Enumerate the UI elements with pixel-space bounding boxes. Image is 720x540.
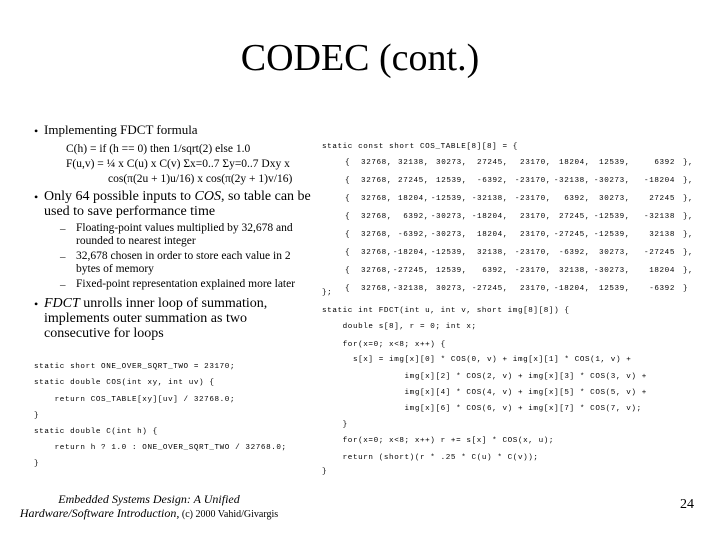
cos-table-cell: -23170, [514, 195, 551, 203]
cos-table-cell: -12539, [593, 213, 630, 221]
bullet-marker: • [34, 297, 39, 311]
sub-bullet-1-line2: rounded to nearest integer [76, 235, 196, 247]
cos-table-row-close: }, [683, 231, 694, 239]
footer-line-1: Embedded Systems Design: A Unified [58, 492, 240, 506]
cos-table-cell: -30273, [593, 267, 630, 275]
cos-table-cell: 32138 [649, 231, 675, 239]
code-line: static double C(int h) { [34, 428, 158, 436]
cos-table-cell: -6392, [477, 177, 508, 185]
cos-table-cell: 12539, [436, 177, 467, 185]
cos-table-cell: 23170, [520, 213, 551, 221]
code-line: } [34, 460, 40, 468]
cos-table-cell: 23170, [520, 159, 551, 167]
cos-table-row-open: { [345, 213, 351, 221]
cos-table-cell: -18204, [553, 285, 590, 293]
cos-table-cell: -12539, [430, 195, 467, 203]
cos-table-cell: -30273, [430, 231, 467, 239]
cos-table-cell: -27245, [471, 285, 508, 293]
slide-title: CODEC (cont.) [240, 37, 480, 79]
cos-table-cell: -23170, [514, 267, 551, 275]
cos-table-cell: 6392, [482, 267, 508, 275]
cos-table-cell: -27245 [644, 249, 675, 257]
bullet-fdct-unroll: FDCT unrolls inner loop of summation, [44, 296, 268, 311]
cos-table-cell: -6392 [649, 285, 675, 293]
code-line: static short ONE_OVER_SQRT_TWO = 23170; [34, 363, 236, 371]
code-line: s[x] = img[x][0] * COS(0, v) + img[x][1] * COS(1, v) + [322, 356, 632, 364]
cos-table-cell: 23170, [520, 285, 551, 293]
cos-table-row-close: }, [683, 195, 694, 203]
footer-copyright: (c) 2000 Vahid/Givargis [179, 509, 279, 520]
cos-table-cell: 32768, [361, 159, 392, 167]
sub-bullet-2: 32,678 chosen in order to store each value in 2 [76, 250, 291, 262]
cos-table-cell: 27245 [649, 195, 675, 203]
cos-table-cell: -32138, [553, 177, 590, 185]
code-line: static int FDCT(int u, int v, short img[8][8]) { [322, 307, 570, 315]
cos-table-cell: 32768, [361, 195, 392, 203]
cos-table-cell: 30273, [599, 195, 630, 203]
cos-table-cell: 6392, [564, 195, 590, 203]
sub-bullet-3: Fixed-point representation explained more later [76, 278, 296, 290]
code-line: for(x=0; x<8; x++) r += s[x] * COS(x, u); [322, 437, 555, 445]
cos-table-cell: 32768, [361, 285, 392, 293]
cos-table-cell: 27245, [477, 159, 508, 167]
cos-table-cell: 32138, [477, 249, 508, 257]
cos-table-cell: 6392, [403, 213, 429, 221]
cos-table-cell: 18204, [559, 159, 590, 167]
cos-table-cell: 12539, [599, 159, 630, 167]
cos-table-cell: -23170, [514, 249, 551, 257]
code-line: return (short)(r * .25 * C(u) * C(v)); [322, 454, 539, 462]
cos-table-cell: 30273, [436, 285, 467, 293]
cos-table-cell: -6392, [398, 231, 429, 239]
code-line: img[x][4] * COS(4, v) + img[x][5] * COS(5, v) + [322, 389, 647, 397]
cos-table-row-close: }, [683, 177, 694, 185]
cos-table-cell: -27245, [392, 267, 429, 275]
code-line: return h ? 1.0 : ONE_OVER_SQRT_TWO / 32768.0; [34, 444, 287, 452]
cos-table-cell: 18204, [398, 195, 429, 203]
cos-table-cell: -18204 [644, 177, 675, 185]
formula-line-2: F(u,v) = ¼ x C(u) x C(v) Σx=0..7 Σy=0..7 Dxy x [66, 158, 290, 170]
cos-table-header: static const short COS_TABLE[8][8] = { [322, 143, 518, 151]
dash-marker: – [60, 251, 66, 263]
bullet-cos-table-line2: used to save performance time [44, 204, 216, 219]
cos-table-row-open: { [345, 249, 351, 257]
cos-table-cell: -18204, [471, 213, 508, 221]
cos-table-cell: 32768, [361, 177, 392, 185]
cos-table-cell: 12539, [436, 267, 467, 275]
code-line: img[x][2] * COS(2, v) + img[x][3] * COS(3, v) + [322, 373, 647, 381]
cos-table-cell: -23170, [514, 177, 551, 185]
cos-table-cell: 30273, [599, 249, 630, 257]
bullet-fdct: Implementing FDCT formula [44, 122, 198, 137]
cos-table-cell: 32138, [398, 159, 429, 167]
cos-table-row-open: { [345, 177, 351, 185]
cos-table-cell: -27245, [553, 231, 590, 239]
cos-table-row-close: }, [683, 267, 694, 275]
cos-table-cell: -12539, [430, 249, 467, 257]
formula-line-1: C(h) = if (h == 0) then 1/sqrt(2) else 1.0 [66, 143, 251, 155]
bullet-fdct-unroll-line3: consecutive for loops [44, 326, 164, 341]
cos-table-cell: 30273, [436, 159, 467, 167]
cos-table-cell: -32138 [644, 213, 675, 221]
cos-table-cell: 23170, [520, 231, 551, 239]
formula-line-3: cos(π(2u + 1)u/16) x cos(π(2y + 1)v/16) [108, 173, 293, 185]
cos-table-cell: -6392, [559, 249, 590, 257]
cos-table-cell: 12539, [599, 285, 630, 293]
cos-table-cell: 18204 [649, 267, 675, 275]
code-line: } [322, 421, 348, 429]
cos-table-cell: 18204, [477, 231, 508, 239]
cos-table-cell: 27245, [559, 213, 590, 221]
bullet-marker: • [34, 124, 39, 138]
cos-table-cell: 6392 [654, 159, 675, 167]
cos-table-row-open: { [345, 267, 351, 275]
cos-table-row-open: { [345, 195, 351, 203]
code-line: double s[8], r = 0; int x; [322, 323, 477, 331]
cos-table-cell: -18204, [392, 249, 429, 257]
cos-table-row-close: }, [683, 213, 694, 221]
footer-line-2: Hardware/Software Introduction, [19, 506, 180, 520]
cos-table-row-close: }, [683, 249, 694, 257]
sub-bullet-2-line2: bytes of memory [76, 263, 154, 275]
cos-table-cell: 27245, [398, 177, 429, 185]
cos-table-cell: 32768, [361, 249, 392, 257]
cos-table-cell: 32138, [559, 267, 590, 275]
cos-table-row-open: { [345, 159, 351, 167]
code-line: } [322, 468, 328, 476]
cos-table-row-close: }, [683, 159, 694, 167]
cos-table-row-open: { [345, 285, 351, 293]
dash-marker: – [60, 279, 66, 291]
code-line: img[x][6] * COS(6, v) + img[x][7] * COS(7, v); [322, 405, 642, 413]
page-number: 24 [680, 497, 694, 512]
code-line: static double COS(int xy, int uv) { [34, 379, 215, 387]
sub-bullet-1: Floating-point values multiplied by 32,678 and [76, 222, 293, 234]
cos-table-cell: 32768, [361, 231, 392, 239]
bullet-cos-table: Only 64 possible inputs to COS, so table can be [44, 189, 311, 204]
cos-table-cell: 32768, [361, 213, 392, 221]
cos-table-row-open: { [345, 231, 351, 239]
cos-table-row-close: } [683, 285, 689, 293]
cos-table-cell: -12539, [593, 231, 630, 239]
cos-table-cell: 32768, [361, 267, 392, 275]
cos-table-cell: -30273, [430, 213, 467, 221]
cos-table-end: }; [322, 289, 333, 297]
bullet-marker: • [34, 190, 39, 204]
dash-marker: – [60, 223, 66, 235]
bullet-fdct-unroll-line2: implements outer summation as two [44, 311, 247, 326]
cos-table-cell: -32138, [392, 285, 429, 293]
code-line: for(x=0; x<8; x++) { [322, 341, 446, 349]
cos-table-cell: -30273, [593, 177, 630, 185]
footer-citation [14, 492, 284, 522]
code-line: } [34, 412, 40, 420]
code-line: return COS_TABLE[xy][uv] / 32768.0; [34, 396, 236, 404]
cos-table-cell: -32138, [471, 195, 508, 203]
